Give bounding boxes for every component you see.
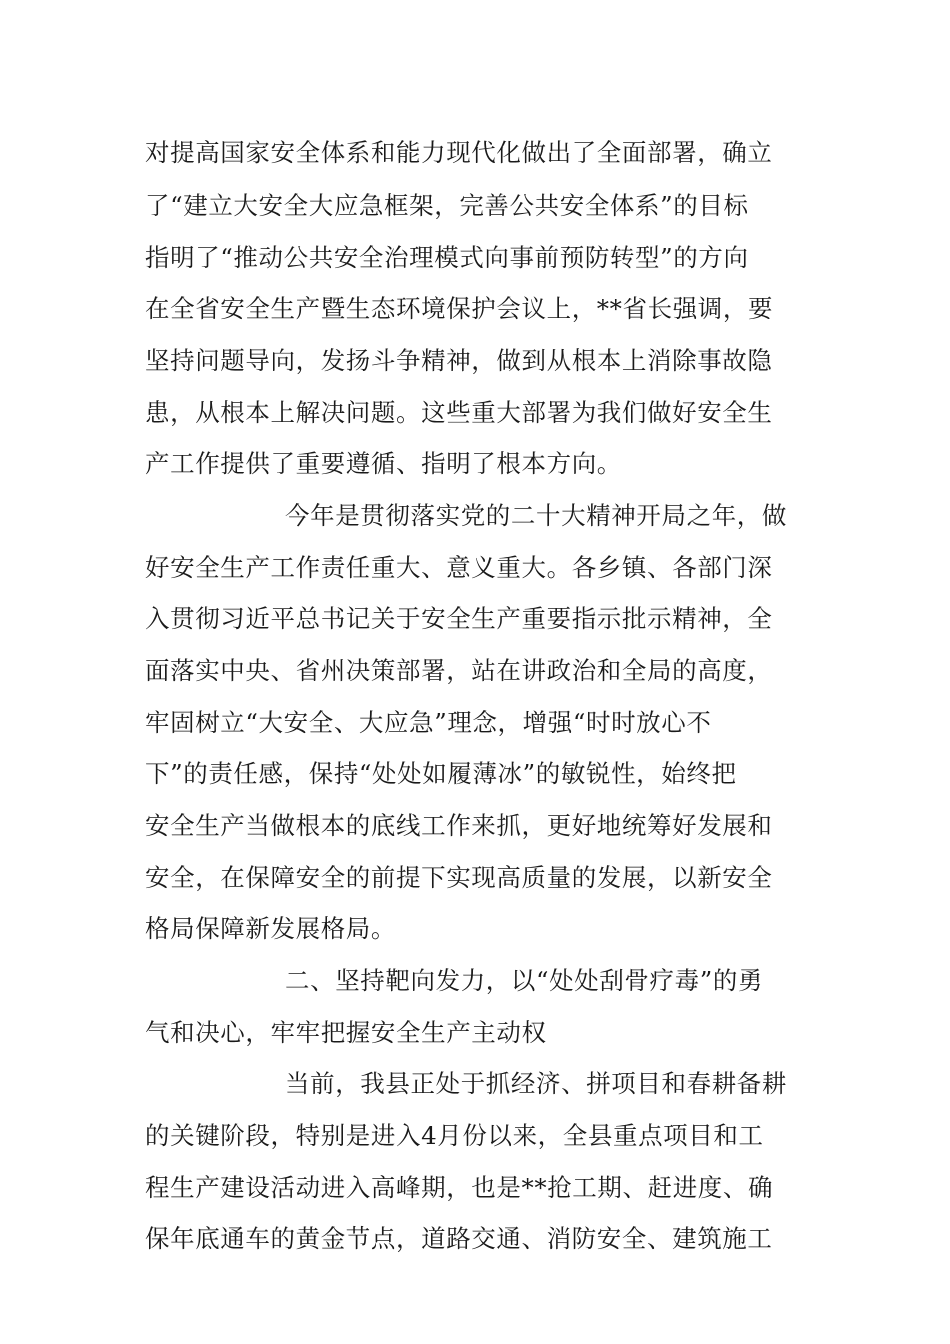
text-line: 坚持问题导向，发扬斗争精神，做到从根本上消除事故隐 (145, 346, 773, 375)
text-line: 下”的责任感，保持“处处如履薄冰”的敏锐性，始终把 (145, 759, 737, 788)
text-line: 安全，在保障安全的前提下实现高质量的发展，以新安全 (145, 863, 773, 892)
text-line: 入贯彻习近平总书记关于安全生产重要指示批示精神，全 (145, 604, 773, 633)
text-line: 在全省安全生产暨生态环境保护会议上，**省长强调，要 (145, 294, 774, 323)
text-line: 指明了“推动公共安全治理模式向事前预防转型”的方向 (145, 243, 749, 272)
section-heading: 二、坚持靶向发力，以“处处刮骨疗毒”的勇 (285, 966, 764, 995)
paragraph-first-line: 今年是贯彻落实党的二十大精神开局之年，做 (285, 501, 787, 530)
text-line: 对提高国家安全体系和能力现代化做出了全面部署，确立 (145, 138, 773, 167)
text-line: 程生产建设活动进入高峰期，也是**抢工期、赶进度、确 (145, 1173, 774, 1202)
text-line: 的关键阶段，特别是进入4月份以来，全县重点项目和工 (145, 1121, 764, 1150)
section-heading-cont: 气和决心，牢牢把握安全生产主动权 (145, 1018, 547, 1047)
text-line: 面落实中央、省州决策部署，站在讲政治和全局的高度， (145, 656, 773, 685)
text-line: 牢固树立“大安全、大应急”理念，增强“时时放心不 (145, 708, 712, 737)
text-line: 患，从根本上解决问题。这些重大部署为我们做好安全生 (145, 398, 773, 427)
text-line: 保年底通车的黄金节点，道路交通、消防安全、建筑施工 (145, 1224, 773, 1253)
text-line: 格局保障新发展格局。 (145, 914, 396, 943)
text-line: 产工作提供了重要遵循、指明了根本方向。 (145, 449, 622, 478)
text-line: 好安全生产工作责任重大、意义重大。各乡镇、各部门深 (145, 553, 773, 582)
paragraph-first-line: 当前，我县正处于抓经济、拼项目和春耕备耕 (285, 1069, 787, 1098)
text-line: 安全生产当做根本的底线工作来抓，更好地统筹好发展和 (145, 811, 773, 840)
text-line: 了“建立大安全大应急框架，完善公共安全体系”的目标 (145, 191, 749, 220)
